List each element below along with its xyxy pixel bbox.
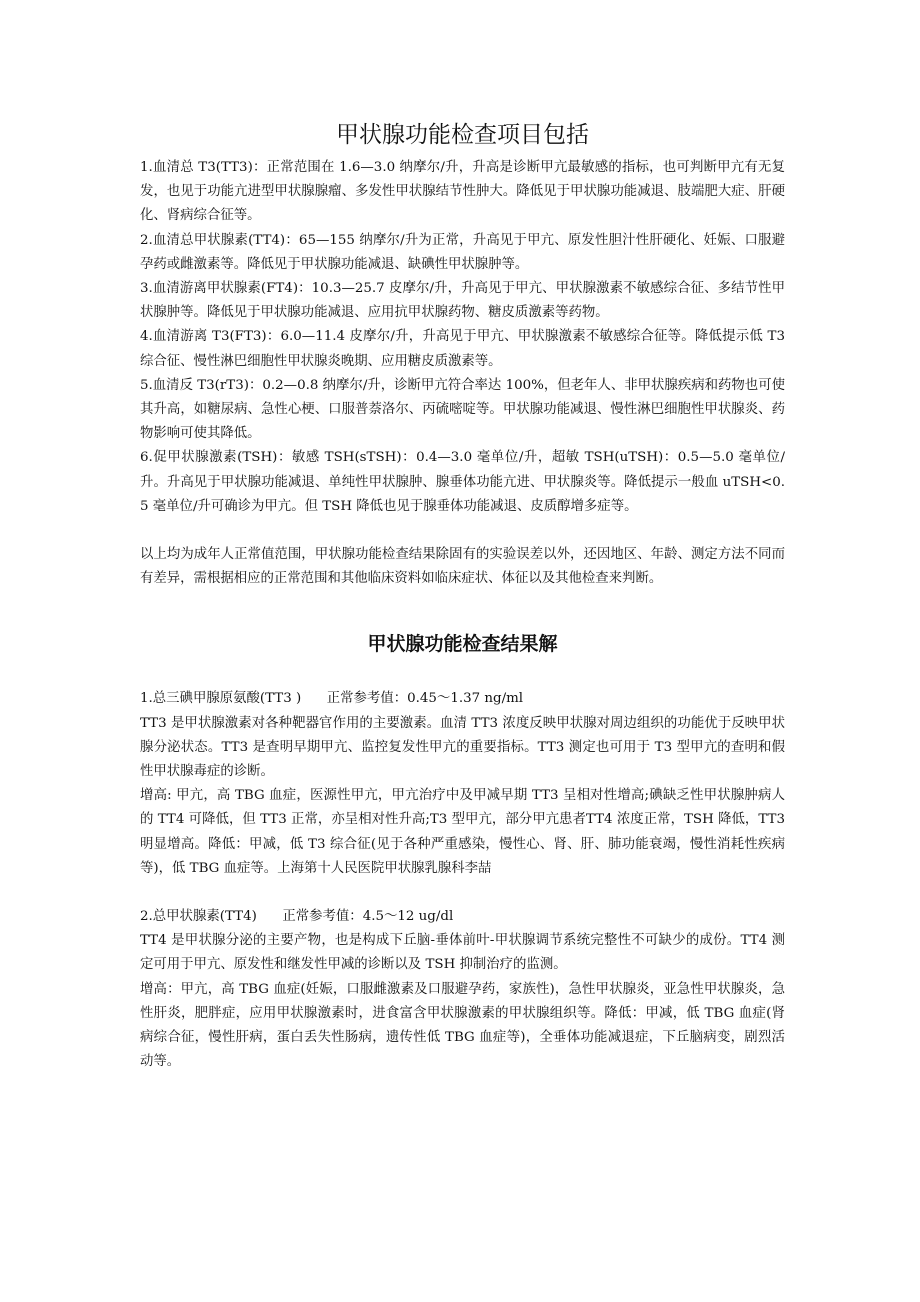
- tt3-heading: 1.总三碘甲腺原氨酸(TT3 ) 正常参考值：0.45～1.37 ng/ml: [140, 691, 524, 707]
- item-rt3-range: 5.血清反 T3(rT3)：0.2—0.8 纳摩尔/升，诊断甲亢符合率达 100%，但老年人、非甲状腺疾病和药物也可使其升高，如糖尿病、急性心梗、口服普萘洛尔、丙硫嘧啶等。甲状腺功能减退、慢性淋巴细胞性甲状腺炎、药物影响可使其降低。: [140, 377, 785, 442]
- tt3-description: TT3 是甲状腺激素对各种靶器官作用的主要激素。血清 TT3 浓度反映甲状腺对周边组织的功能优于反映甲状腺分泌状态。TT3 是查明早期甲亢、监控复发性甲亢的重要指标。TT3 测定也可用于 T3 型甲亢的查明和假性甲状腺毒症的诊断。: [140, 715, 785, 780]
- item-ft3-range: 4.血清游离 T3(FT3)：6.0—11.4 皮摩尔/升，升高见于甲亢、甲状腺激素不敏感综合征等。降低提示低 T3 综合征、慢性淋巴细胞性甲状腺炎晚期、应用糖皮质激素等。: [140, 329, 785, 369]
- section2-title: 甲状腺功能检查结果解: [367, 633, 558, 656]
- tt3-detail: 增高: 甲亢，高 TBG 血症，医源性甲亢，甲亢治疗中及甲减早期 TT3 呈相对性增高;碘缺乏性甲状腺肿病人的 TT4 可降低，但 TT3 正常，亦呈相对性升高;T3 型甲亢，部分甲亢患者TT4 浓度正常，TSH 降低，TT3 明显增高。降低：甲减，低 T3 综合征(见于各种严重感染，慢性心、肾、肝、肺功能衰竭，慢性消耗性疾病等)，低 TBG 血症等。上海第十人民医院甲状腺乳腺科李喆: [140, 788, 785, 876]
- item-tt3-range: 1.血清总 T3(TT3)：正常范围在 1.6—3.0 纳摩尔/升，升高是诊断甲亢最敏感的指标，也可判断甲亢有无复发，也见于功能亢进型甲状腺腺瘤、多发性甲状腺结节性肿大。降低见于甲状腺功能减退、肢端肥大症、肝硬化、肾病综合征等。: [140, 160, 785, 224]
- section1-note: 以上均为成年人正常值范围，甲状腺功能检查结果除固有的实验误差以外，还因地区、年龄、测定方法不同而有差异，需根据相应的正常范围和其他临床资料如临床症状、体征以及其他检查来判断。: [140, 547, 785, 587]
- item-tsh-range: 6.促甲状腺激素(TSH)：敏感 TSH(sTSH)：0.4—3.0 毫单位/升，超敏 TSH(uTSH)：0.5—5.0 毫单位/升。升高见于甲状腺功能减退、单纯性甲状腺肿、腺垂体功能亢进、甲状腺炎等。降低提示一般血 uTSH<0.5 毫单位/升可确诊为甲亢。但 TSH 降低也见于腺垂体功能减退、皮质醇增多症等。: [140, 450, 785, 514]
- tt4-detail: 增高：甲亢，高 TBG 血症(妊娠，口服雌激素及口服避孕药，家族性)，急性甲状腺炎，亚急性甲状腺炎，急性肝炎，肥胖症，应用甲状腺激素时，进食富含甲状腺激素的甲状腺组织等。降低：甲减，低 TBG 血症(肾病综合征，慢性肝病，蛋白丢失性肠病，遗传性低 TBG 血症等)，全垂体功能减退症，下丘脑病变，剧烈活动等。: [140, 981, 785, 1070]
- section1-title: 甲状腺功能检查项目包括: [336, 122, 589, 148]
- tt4-description: TT4 是甲状腺分泌的主要产物，也是构成下丘脑-垂体前叶-甲状腺调节系统完整性不可缺少的成份。TT4 测定可用于甲亢、原发性和继发性甲减的诊断以及 TSH 抑制治疗的监测。: [140, 933, 785, 973]
- item-tt4-range: 2.血清总甲状腺素(TT4)：65—155 纳摩尔/升为正常，升高见于甲亢、原发性胆汁性肝硬化、妊娠、口服避孕药或雌激素等。降低见于甲状腺功能减退、缺碘性甲状腺肿等。: [140, 232, 785, 272]
- tt4-heading: 2.总甲状腺素(TT4) 正常参考值：4.5～12 ug/dl: [140, 909, 454, 925]
- document-page: [140, 118, 785, 1075]
- item-ft4-range: 3.血清游离甲状腺素(FT4)：10.3—25.7 皮摩尔/升，升高见于甲亢、甲状腺激素不敏感综合征、多结节性甲状腺肿等。降低见于甲状腺功能减退、应用抗甲状腺药物、糖皮质激素等药物。: [140, 281, 785, 321]
